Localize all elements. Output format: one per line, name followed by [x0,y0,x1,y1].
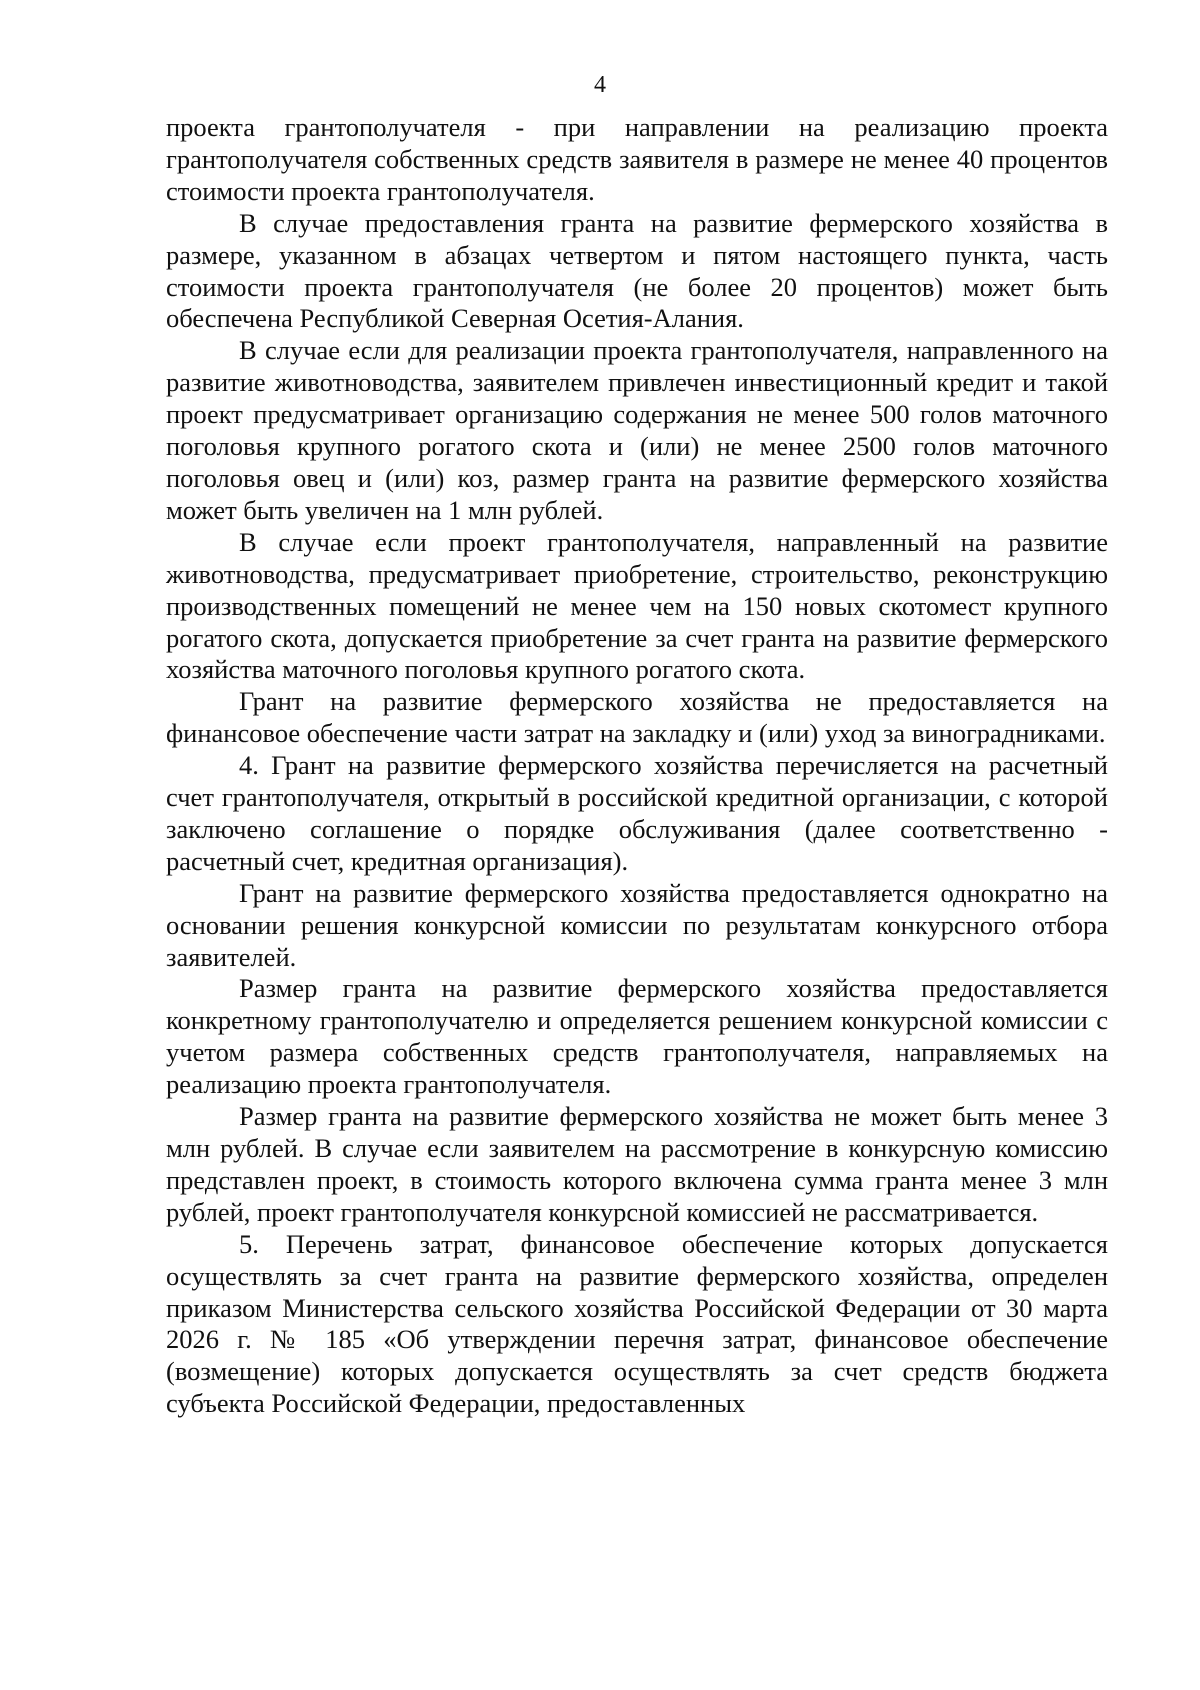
paragraph-grant-cofinancing: В случае предоставления гранта на развитие фермерского хозяйства в размере, указанном в абзацах четвертом и пятом настоящего пункта, часть стоимости проекта грантополучателя (не более 20 процентов) может быть обеспечена Республикой Северная Осетия-Алания. [166,207,1108,334]
paragraph-one-time-grant: Грант на развитие фермерского хозяйства предоставляется однократно на основании решения конкурсной комиссии по результатам конкурсного отбора заявителей. [166,877,1108,972]
paragraph-item-5: 5. Перечень затрат, финансовое обеспечение которых допускается осуществлять за счет гранта на развитие фермерского хозяйства, определен приказом Министерства сельского хозяйства Российской Федерации от 30 марта 2026 г. № 185 «Об утверждении перечня затрат, финансовое обеспечение (возмещение) которых допускается осуществлять за счет средств бюджета субъекта Российской Федерации, предоставленных [166,1228,1108,1419]
paragraph-livestock-places: В случае если проект грантополучателя, направленный на развитие животноводства, предусматривает приобретение, строительство, реконструкцию производственных помещений не менее чем на 150 новых скотомест крупного рогатого скота, допускается приобретение за счет гранта на развитие фермерского хозяйства маточного поголовья крупного рогатого скота. [166,526,1108,685]
paragraph-grant-amount: Размер гранта на развитие фермерского хозяйства предоставляется конкретному грантополучателю и определяется решением конкурсной комиссии с учетом размера собственных средств грантополучателя, направляемых на реализацию проекта грантополучателя. [166,973,1108,1100]
page-number: 4 [594,72,606,98]
paragraph-item-4: 4. Грант на развитие фермерского хозяйства перечисляется на расчетный счет грантополучателя, открытый в российской кредитной организации, с которой заключено соглашение о порядке обслуживания (далее соответственно - расчетный счет, кредитная организация). [166,750,1108,876]
paragraph-vineyards: Грант на развитие фермерского хозяйства не предоставляется на финансовое обеспечение части затрат на закладку и (или) уход за виноградниками. [166,686,1108,749]
paragraph-investment-credit: В случае если для реализации проекта грантополучателя, направленного на развитие животноводства, заявителем привлечен инвестиционный кредит и такой проект предусматривает организацию содержания не менее 500 голов маточного поголовья крупного рогатого скота и (или) не менее 2500 голов маточного поголовья овец и (или) коз, размер гранта на развитие фермерского хозяйства может быть увеличен на 1 млн рублей. [166,335,1108,525]
document-body [166,112,1108,1420]
paragraph-minimum-amount: Размер гранта на развитие фермерского хозяйства не может быть менее 3 млн рублей. В случае если заявителем на рассмотрение в конкурсную комиссию представлен проект, в стоимость которого включена сумма гранта менее 3 млн рублей, проект грантополучателя конкурсной комиссией не рассматривается. [166,1101,1108,1227]
paragraph-continuation: проекта грантополучателя - при направлении на реализацию проекта грантополучателя собственных средств заявителя в размере не менее 40 процентов стоимости проекта грантополучателя. [166,112,1108,206]
